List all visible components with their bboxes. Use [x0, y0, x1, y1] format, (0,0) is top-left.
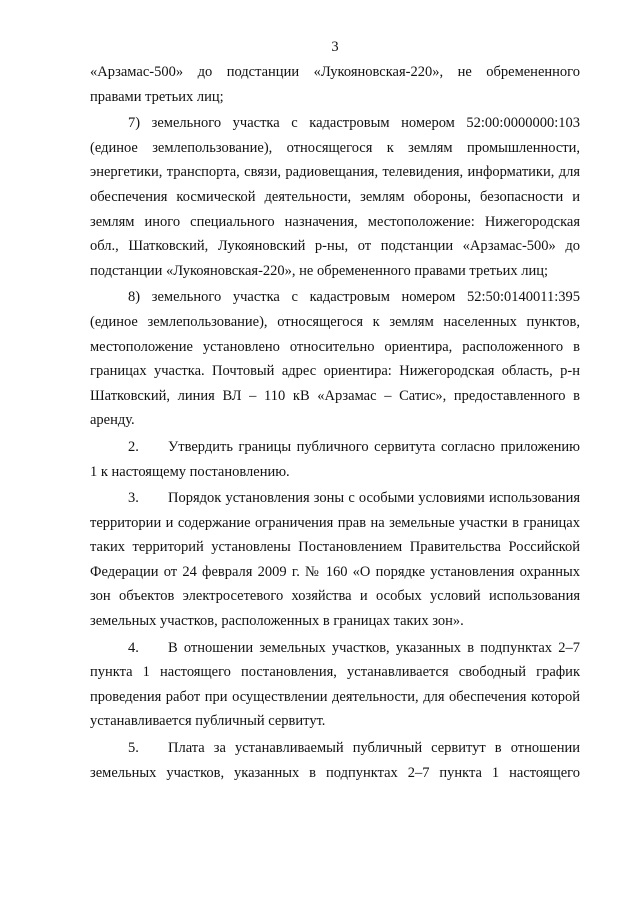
paragraph-item-7: [90, 111, 580, 283]
paragraph-text: 8) земельного участка с кадастровым номером 52:50:0140011:395 (единое землепользование), относящегося к землям населенных пунктов, местоположение установлено относительно ориентира, расположенного в границах участка. Почтовый адрес ориентира: Нижегородская область, р-н Шатковский, линия ВЛ – 110 кВ «Арзамас – Сатис», предоставленного в аренду.: [90, 289, 580, 429]
paragraph-text: 7) земельного участка с кадастровым номером 52:00:0000000:103 (единое землепользование), относящегося к землям промышленности, энергетики, транспорта, связи, радиовещания, телевидения, информатики, для обеспечения космической деятельности, землям обороны, безопасности и землям иного специального назначения, местоположение: Нижегородская обл., Шатковский, Лукояновский р-ны, от подстанции «Арзамас-500» до подстанции «Лукояновская-220», не обремененного правами третьих лиц;: [90, 115, 580, 279]
paragraph-section-5: [90, 736, 580, 785]
paragraph-text: Утвердить границы публичного сервитута согласно приложению 1 к настоящему постановлению.: [90, 438, 580, 480]
document-page: [90, 36, 580, 787]
section-number: 4.: [128, 639, 139, 656]
page-number: 3: [331, 39, 339, 55]
paragraph-text: В отношении земельных участков, указанных в подпунктах 2–7 пункта 1 настоящего постановления, устанавливается свободный график проведения работ при осуществлении деятельности, для обеспечения которой устанавливается публичный сервитут.: [90, 639, 580, 730]
paragraph-item-8: [90, 285, 580, 433]
paragraph-text: «Арзамас-500» до подстанции «Лукояновская-220», не обремененного правами третьих лиц;: [90, 64, 580, 105]
paragraph-section-2: [90, 435, 580, 484]
section-number: 3.: [128, 490, 139, 507]
paragraph-section-4: [90, 636, 580, 734]
paragraph-text: Плата за устанавливаемый публичный сервитут в отношении земельных участков, указанных в подпунктах 2–7 пункта 1 настоящего: [90, 740, 580, 781]
section-number: 2.: [128, 438, 139, 455]
paragraph-text: Порядок установления зоны с особыми условиями использования территории и содержание ограничения прав на земельные участки в границах таких территорий установлены Постановлением Правительства Российской Федерации от 24 февраля 2009 г. № 160 «О порядке установления охранных зон объектов электросетевого хозяйства и особых условий использования земельных участков, расположенных в границах таких зон».: [90, 490, 580, 630]
paragraph-section-3: [90, 486, 580, 634]
paragraph-continuation: [90, 60, 580, 109]
section-number: 5.: [128, 740, 139, 757]
